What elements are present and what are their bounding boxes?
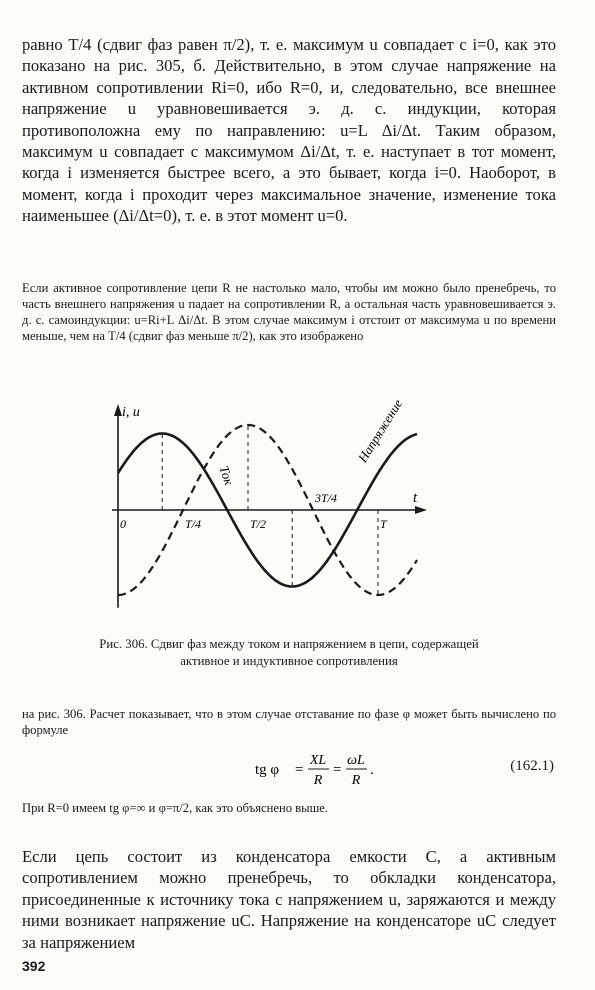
- tick-label: T/4: [185, 517, 202, 531]
- phase-shift-chart: [0, 372, 595, 622]
- paragraph-capacitor: Если цепь состоит из конденсатора емкости C, а активным сопротивлением можно пренебречь, то обкладки конденсатора, присоединенные к источнику тока с напряжением u, заряжаются и между ними возникает напряжение uC. Напряжение на конденсаторе uC следует за напряжением: [22, 847, 556, 952]
- formula-frac2-num: ωL: [347, 753, 365, 768]
- figure-caption-line2: активное и индуктивное сопротивления: [180, 654, 398, 668]
- x-axis-label: t: [413, 490, 418, 506]
- formula-162-1: [22, 744, 556, 786]
- formula-lhs: tg φ: [255, 762, 280, 778]
- voltage-series-label: Напряжение: [354, 396, 406, 465]
- formula-frac1-num: XL: [309, 753, 327, 768]
- tick-label: 3T/4: [315, 491, 338, 505]
- tick-label: T/2: [250, 517, 267, 531]
- y-axis-label: i, u: [122, 405, 140, 420]
- figure-caption-line1: Рис. 306. Сдвиг фаз между током и напряжением в цепи, содержащей: [99, 637, 479, 651]
- y-axis-arrow: [114, 404, 122, 416]
- formula-frac2-den: R: [351, 773, 361, 788]
- formula-number: (162.1): [510, 758, 554, 774]
- paragraph-r-zero: При R=0 имеем tg φ=∞ и φ=π/2, как это объяснено выше.: [22, 801, 329, 815]
- tick-label: 0: [120, 517, 126, 531]
- formula-equals-1: =: [295, 762, 304, 778]
- formula-frac1-den: R: [313, 773, 323, 788]
- tick-label: T: [380, 517, 387, 531]
- paragraph-intro: равно T/4 (сдвиг фаз равен π/2), т. е. максимум u совпадает с i=0, как это показано на рис. 305, б. Действительно, в этом случае напряжение на активном сопротивлении Ri=0, ибо R=0, и, следовательно, все внешнее напряжение u уравновешивается э. д. с. индукции, которая противоположна ему по направлению: u=L Δi/Δt. Таким образом, максимум u совпадает с максимумом Δi/Δt, т. е. наступает в тот момент, когда i изменяется быстрее всего, а это бывает, когда i=0. Наоборот, в момент, когда i проходит через максимальное значение, изменение тока наименьшее (Δi/Δt=0), т. е. в этот момент u=0.: [22, 35, 556, 226]
- paragraph-resistance: Если активное сопротивление цепи R не настолько мало, чтобы им можно было пренебречь, то часть внешнего напряжения u падает на сопротивлении R, а остальная часть уравновешивается э. д. с. самоиндукции: u=Ri+L Δi/Δt. В этом случае максимум i отстоит от максимума u по времени меньше, чем на T/4 (сдвиг фаз меньше π/2), как это изображено: [22, 281, 556, 343]
- page-number: 392: [22, 958, 46, 974]
- current-series-label: Ток: [216, 463, 237, 487]
- formula-expression: [255, 750, 405, 788]
- formula-period: .: [370, 762, 374, 778]
- formula-equals-2: =: [333, 762, 342, 778]
- x-axis-arrow: [415, 506, 427, 514]
- paragraph-formula-intro: на рис. 306. Расчет показывает, что в этом случае отставание по фазе φ может быть вычислено по формуле: [22, 707, 556, 737]
